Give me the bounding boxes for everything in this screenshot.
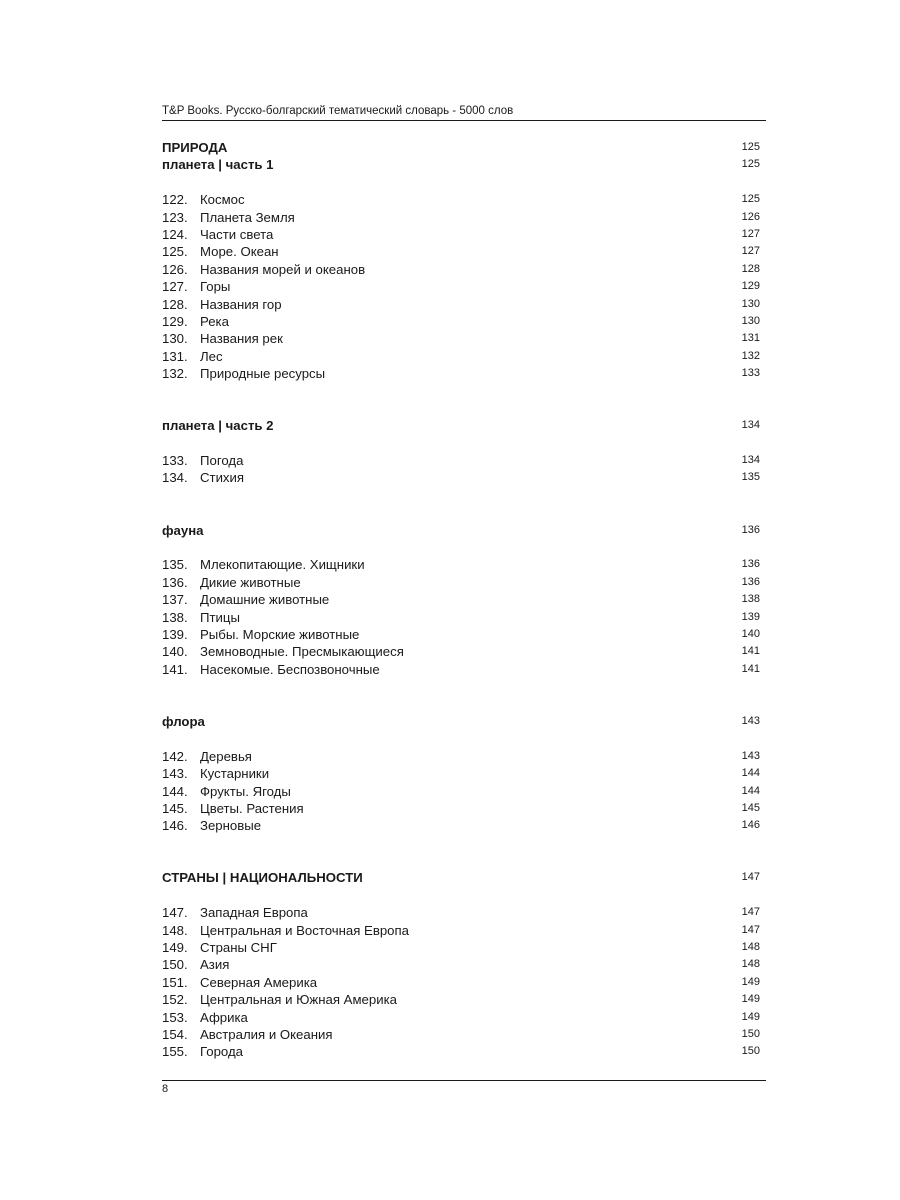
toc-entry-title: Названия рек	[200, 331, 283, 347]
toc-page-number: 145	[741, 801, 760, 814]
toc-entry-number: 133.	[162, 453, 188, 469]
toc-page-number: 125	[741, 158, 760, 171]
toc-entry-number: 138.	[162, 609, 188, 625]
toc-spacer	[162, 887, 766, 904]
header-title: T&P Books. Русско-болгарский тематический словарь - 5000 слов	[162, 105, 514, 117]
toc-entry[interactable]	[162, 243, 766, 260]
toc-page-number: 148	[741, 941, 760, 954]
toc-entry-number: 144.	[162, 783, 188, 799]
toc-entry-number: 145.	[162, 800, 188, 816]
toc-spacer	[162, 835, 766, 870]
toc-page-number: 146	[741, 819, 760, 832]
toc-entry-number: 152.	[162, 992, 188, 1008]
toc-page-number: 129	[741, 280, 760, 293]
toc-entry-title: Река	[200, 313, 229, 329]
toc-entry-title: Кустарники	[200, 766, 270, 782]
toc-entry-title: Планета Земля	[200, 209, 295, 225]
toc-entry[interactable]	[162, 348, 766, 365]
toc-page-number: 130	[741, 314, 760, 327]
toc-section-title: флора	[162, 713, 205, 729]
table-of-contents	[162, 139, 766, 1061]
toc-entry[interactable]	[162, 226, 766, 243]
toc-page-number: 150	[741, 1045, 760, 1058]
toc-entry[interactable]	[162, 643, 766, 660]
toc-entry-number: 126.	[162, 261, 188, 277]
toc-entry[interactable]	[162, 452, 766, 469]
toc-entry[interactable]	[162, 956, 766, 973]
toc-entry-title: Части света	[200, 226, 274, 242]
toc-entry[interactable]	[162, 1026, 766, 1043]
toc-section-title: СТРАНЫ | НАЦИОНАЛЬНОСТИ	[162, 870, 363, 886]
toc-entry-number: 141.	[162, 661, 188, 677]
toc-entry-title: Погода	[200, 453, 244, 469]
toc-entry[interactable]	[162, 591, 766, 608]
toc-entry-title: Азия	[200, 957, 230, 973]
toc-entry[interactable]	[162, 365, 766, 382]
toc-entry-title: Млекопитающие. Хищники	[200, 557, 365, 573]
toc-spacer	[162, 382, 766, 417]
toc-page-number: 141	[741, 645, 760, 658]
toc-section-title: планета | часть 1	[162, 157, 274, 173]
toc-entry-number: 139.	[162, 626, 188, 642]
toc-page-number: 130	[741, 297, 760, 310]
toc-entry-title: Названия морей и океанов	[200, 261, 366, 277]
footer-page-number: 8	[162, 1083, 169, 1095]
toc-entry-number: 128.	[162, 296, 188, 312]
toc-entry[interactable]	[162, 904, 766, 921]
toc-entry[interactable]	[162, 991, 766, 1008]
toc-entry-number: 149.	[162, 940, 188, 956]
toc-entry[interactable]	[162, 939, 766, 956]
toc-entry[interactable]	[162, 817, 766, 834]
toc-entry-title: Стихия	[200, 470, 245, 486]
toc-entry[interactable]	[162, 191, 766, 208]
toc-page-number: 141	[741, 662, 760, 675]
toc-page-number: 136	[741, 575, 760, 588]
toc-entry-number: 151.	[162, 974, 188, 990]
toc-page-number: 150	[741, 1027, 760, 1040]
toc-entry[interactable]	[162, 1043, 766, 1060]
toc-page-number: 134	[741, 454, 760, 467]
toc-section-title: фауна	[162, 522, 204, 538]
toc-spacer	[162, 730, 766, 747]
toc-entry-number: 137.	[162, 592, 188, 608]
toc-entry-title: Цветы. Растения	[200, 800, 304, 816]
toc-entry-number: 142.	[162, 748, 188, 764]
toc-entry-title: Центральная и Восточная Европа	[200, 922, 409, 938]
document-page	[162, 0, 766, 1200]
toc-entry-title: Рыбы. Морские животные	[200, 626, 360, 642]
toc-entry[interactable]	[162, 469, 766, 486]
toc-entry-number: 155.	[162, 1044, 188, 1060]
toc-entry-number: 150.	[162, 957, 188, 973]
toc-page-number: 143	[741, 714, 760, 727]
toc-entry-title: Земноводные. Пресмыкающиеся	[200, 644, 404, 660]
toc-entry-title: Названия гор	[200, 296, 282, 312]
toc-entry-title: Космос	[200, 192, 245, 208]
toc-entry-title: Природные ресурсы	[200, 366, 326, 382]
toc-entry[interactable]	[162, 209, 766, 226]
toc-entry-title: Горы	[200, 279, 231, 295]
toc-entry[interactable]	[162, 313, 766, 330]
toc-entry-title: Деревья	[200, 748, 252, 764]
toc-entry[interactable]	[162, 574, 766, 591]
toc-entry-title: Города	[200, 1044, 243, 1060]
toc-page-number: 147	[741, 871, 760, 884]
toc-page-number: 126	[741, 210, 760, 223]
toc-page-number: 132	[741, 349, 760, 362]
toc-entry[interactable]	[162, 609, 766, 626]
toc-entry-number: 134.	[162, 470, 188, 486]
toc-entry-number: 154.	[162, 1026, 188, 1042]
toc-entry[interactable]	[162, 261, 766, 278]
toc-entry-number: 148.	[162, 922, 188, 938]
toc-page-number: 131	[741, 332, 760, 345]
toc-entry[interactable]	[162, 922, 766, 939]
toc-entry[interactable]	[162, 765, 766, 782]
toc-entry-number: 125.	[162, 244, 188, 260]
toc-entry[interactable]	[162, 278, 766, 295]
toc-page-number: 128	[741, 262, 760, 275]
toc-entry-title: Дикие животные	[200, 574, 301, 590]
toc-entry-title: Птицы	[200, 609, 240, 625]
toc-section-heading[interactable]	[162, 417, 766, 434]
toc-entry-title: Северная Америка	[200, 974, 318, 990]
toc-section-title: планета | часть 2	[162, 418, 274, 434]
toc-page-number: 140	[741, 627, 760, 640]
toc-entry-number: 153.	[162, 1009, 188, 1025]
toc-entry-number: 127.	[162, 279, 188, 295]
toc-entry-title: Африка	[200, 1009, 248, 1025]
toc-entry-title: Море. Океан	[200, 244, 279, 260]
toc-entry[interactable]	[162, 556, 766, 573]
toc-entry[interactable]	[162, 626, 766, 643]
toc-page-number: 148	[741, 958, 760, 971]
toc-entry-title: Лес	[200, 348, 223, 364]
toc-page-number: 136	[741, 558, 760, 571]
toc-entry[interactable]	[162, 296, 766, 313]
toc-entry-title: Страны СНГ	[200, 940, 277, 956]
toc-section-heading[interactable]	[162, 156, 766, 173]
footer-rule	[162, 1080, 766, 1081]
toc-page-number: 144	[741, 767, 760, 780]
toc-page-number: 138	[741, 593, 760, 606]
toc-page-number: 149	[741, 993, 760, 1006]
toc-entry-title: Центральная и Южная Америка	[200, 992, 397, 1008]
running-header	[162, 104, 766, 121]
toc-entry-number: 122.	[162, 192, 188, 208]
toc-page-number: 135	[741, 471, 760, 484]
toc-page-number: 144	[741, 784, 760, 797]
toc-entry-title: Домашние животные	[200, 592, 330, 608]
toc-entry-number: 143.	[162, 766, 188, 782]
toc-entry-number: 136.	[162, 574, 188, 590]
toc-entry[interactable]	[162, 330, 766, 347]
toc-entry-number: 146.	[162, 818, 188, 834]
toc-entry-title: Насекомые. Беспозвоночные	[200, 661, 380, 677]
toc-entry[interactable]	[162, 748, 766, 765]
toc-page-number: 125	[741, 141, 760, 153]
toc-page-number: 147	[741, 906, 760, 919]
toc-page-number: 143	[741, 749, 760, 762]
toc-page-number: 149	[741, 975, 760, 988]
toc-entry[interactable]	[162, 1009, 766, 1026]
toc-entry-number: 129.	[162, 313, 188, 329]
toc-entry[interactable]	[162, 783, 766, 800]
toc-entry-number: 132.	[162, 366, 188, 382]
toc-entry-title: Фрукты. Ягоды	[200, 783, 291, 799]
toc-page-number: 134	[741, 419, 760, 432]
toc-entry-number: 147.	[162, 905, 188, 921]
toc-entry[interactable]	[162, 974, 766, 991]
toc-section-heading[interactable]	[162, 522, 766, 539]
toc-entry-number: 130.	[162, 331, 188, 347]
toc-entry-title: Австралия и Океания	[200, 1026, 333, 1042]
toc-spacer	[162, 487, 766, 522]
toc-section-heading[interactable]	[162, 139, 766, 156]
toc-entry-number: 140.	[162, 644, 188, 660]
toc-spacer	[162, 174, 766, 191]
toc-entry-title: Зерновые	[200, 818, 262, 834]
toc-spacer	[162, 435, 766, 452]
toc-page-number: 139	[741, 610, 760, 623]
toc-section-title: ПРИРОДА	[162, 140, 228, 155]
toc-page-number: 125	[741, 193, 760, 206]
toc-entry-number: 123.	[162, 209, 188, 225]
toc-entry-number: 131.	[162, 348, 188, 364]
toc-entry-number: 124.	[162, 226, 188, 242]
toc-page-number: 127	[741, 245, 760, 258]
toc-page-number: 149	[741, 1010, 760, 1023]
toc-spacer	[162, 539, 766, 556]
toc-section-heading[interactable]	[162, 713, 766, 730]
toc-section-heading[interactable]	[162, 869, 766, 886]
toc-spacer	[162, 678, 766, 713]
toc-page-number: 136	[741, 523, 760, 536]
toc-entry[interactable]	[162, 661, 766, 678]
toc-entry-title: Западная Европа	[200, 905, 308, 921]
toc-page-number: 133	[741, 367, 760, 380]
toc-page-number: 127	[741, 227, 760, 240]
toc-entry-number: 135.	[162, 557, 188, 573]
toc-entry[interactable]	[162, 800, 766, 817]
toc-page-number: 147	[741, 923, 760, 936]
